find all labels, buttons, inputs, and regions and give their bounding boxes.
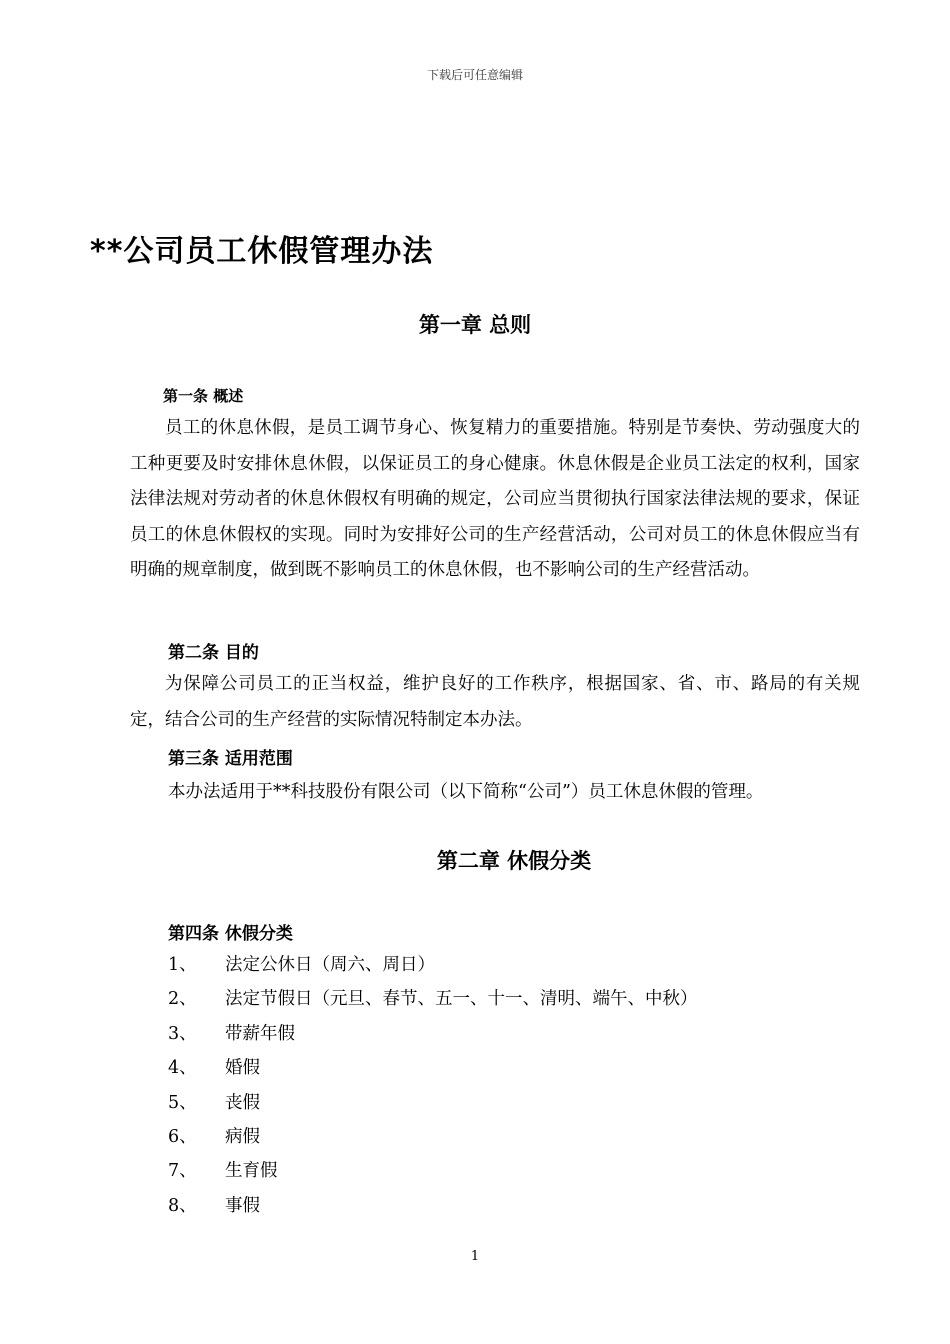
list-item-text: 法定公休日（周六、周日） xyxy=(225,955,435,975)
article-2-heading: 第二条 目的 xyxy=(168,643,259,663)
article-2-body: 为保障公司员工的正当权益，维护良好的工作秩序，根据国家、省、市、路局的有关规定，结合公司的生产经营的实际情况特制定本办法。 xyxy=(130,674,860,730)
list-item-number: 8、 xyxy=(168,1195,197,1216)
list-item-number: 5、 xyxy=(168,1092,197,1113)
list-item-text: 带薪年假 xyxy=(225,1023,295,1044)
list-item-text: 事假 xyxy=(225,1195,260,1216)
list-item-number: 7、 xyxy=(168,1161,197,1182)
list-item-number: 4、 xyxy=(168,1058,197,1079)
list-item-text: 婚假 xyxy=(225,1058,260,1079)
list-item xyxy=(168,948,868,982)
list-item-text: 病假 xyxy=(225,1126,260,1147)
chapter-1-heading: 第一章 总则 xyxy=(418,313,532,337)
list-item xyxy=(168,1017,868,1051)
list-item-number: 6、 xyxy=(168,1126,197,1147)
leave-type-list xyxy=(168,948,868,1223)
list-item xyxy=(168,1120,868,1154)
list-item xyxy=(168,1051,868,1085)
chapter-2-heading: 第二章 休假分类 xyxy=(436,849,592,873)
list-item xyxy=(168,1086,868,1120)
list-item-number: 3、 xyxy=(168,1023,197,1044)
page-header: 下载后可任意编辑 xyxy=(426,68,523,82)
list-item xyxy=(168,1154,868,1188)
article-3-body: 本办法适用于**科技股份有限公司（以下简称“公司”）员工休息休假的管理。 xyxy=(168,782,764,802)
list-item-text: 法定节假日（元旦、春节、五一、十一、清明、端午、中秋） xyxy=(225,989,698,1010)
list-item-number: 1、 xyxy=(168,955,197,975)
list-item-text: 丧假 xyxy=(225,1092,260,1113)
article-3-heading: 第三条 适用范围 xyxy=(168,749,293,769)
document-title: **公司员工休假管理办法 xyxy=(90,234,434,269)
article-1-body: 员工的休息休假，是员工调节身心、恢复精力的重要措施。特别是节奏快、劳动强度大的工种更要及时安排休息休假，以保证员工的身心健康。休息休假是企业员工法定的权利，国家法律法规对劳动者的休息休假权有明确的规定，公司应当贯彻执行国家法律法规的要求，保证员工的休息休假权的实现。同时为安排好公司的生产经营活动，公司对员工的休息休假应当有明确的规章制度，做到既不影响员工的休息休假，也不影响公司的生产经营活动。 xyxy=(130,418,860,580)
list-item-number: 2、 xyxy=(168,989,197,1010)
page-number: 1 xyxy=(470,1249,480,1264)
article-4-heading: 第四条 休假分类 xyxy=(168,924,293,944)
list-item-text: 生育假 xyxy=(225,1161,278,1182)
article-1-heading: 第一条 概述 xyxy=(163,387,244,405)
list-item xyxy=(168,1189,868,1223)
list-item xyxy=(168,982,868,1016)
